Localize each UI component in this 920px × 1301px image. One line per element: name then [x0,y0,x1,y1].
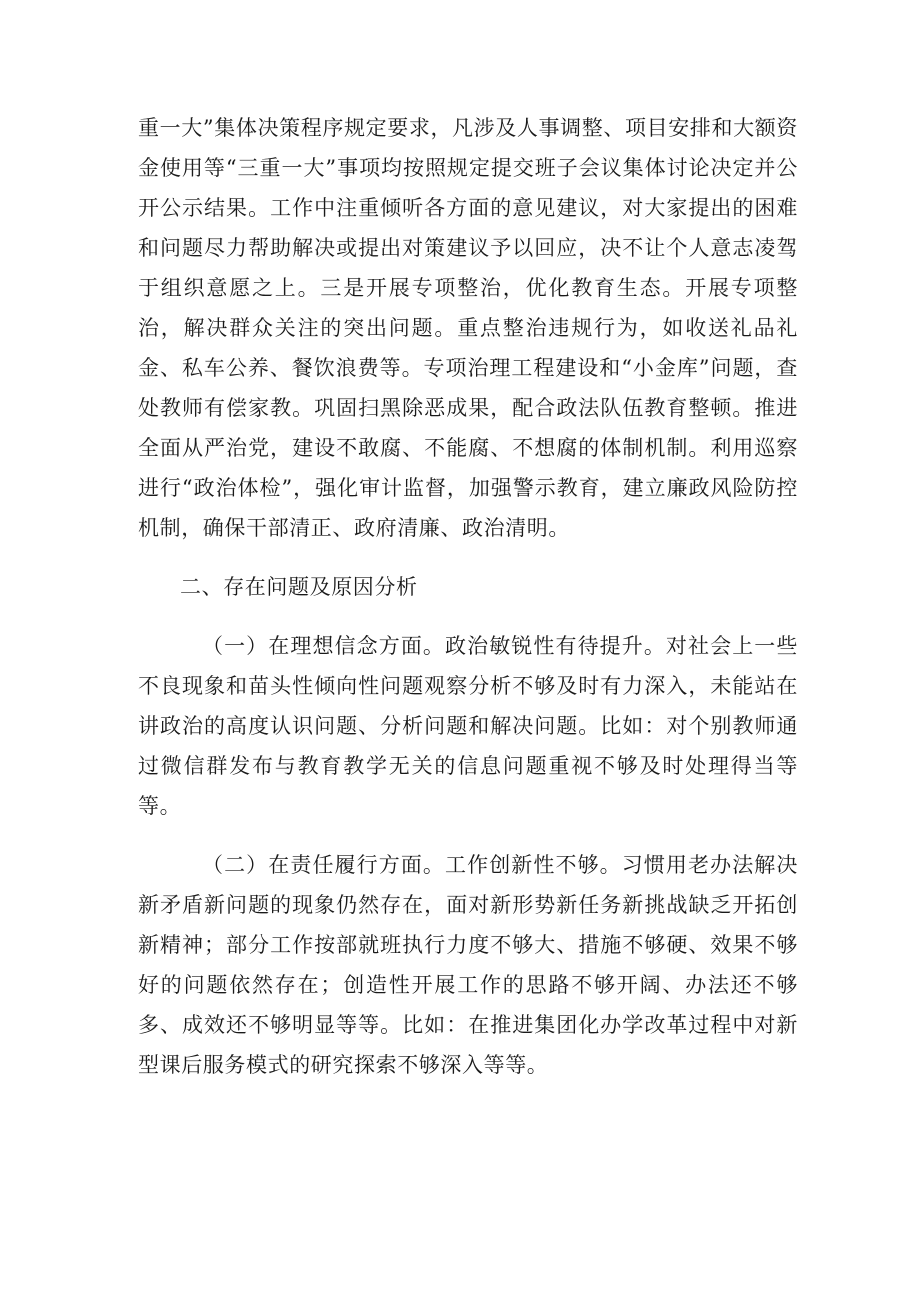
paragraph-continuation: 重一大”集体决策程序规定要求，凡涉及人事调整、项目安排和大额资金使用等“三重一大”事项均按照规定提交班子会议集体讨论决定并公开公示结果。工作中注重倾听各方面的意见建议，对大家提出的困难和问题尽力帮助解决或提出对策建议予以回应，决不让个人意志凌驾于组织意愿之上。三是开展专项整治，优化教育生态。开展专项整治，解决群众关注的突出问题。重点整治违规行为，如收送礼品礼金、私车公养、餐饮浪费等。专项治理工程建设和“小金库”问题，查处教师有偿家教。巩固扫黑除恶成果，配合政法队伍教育整顿。推进全面从严治党，建设不敢腐、不能腐、不想腐的体制机制。利用巡察进行“政治体检”，强化审计监督，加强警示教育，建立廉政风险防控机制，确保干部清正、政府清廉、政治清明。 [138,116,798,540]
paragraph-responsibility: （二）在责任履行方面。工作创新性不够。习惯用老办法解决新矛盾新问题的现象仍然存在，面对新形势新任务新挑战缺乏开拓创新精神；部分工作按部就班执行力度不够大、措施不够硬、效果不够好的问题依然存在；创造性开展工作的思路不够开阔、办法还不够多、成效还不够明显等等。比如：在推进集团化办学改革过程中对新型课后服务模式的研究探索不够深入等等。 [138,853,798,1077]
section-heading: 二、存在问题及原因分析 [180,575,418,599]
document-body [138,108,798,1085]
paragraph-ideals-beliefs: （一）在理想信念方面。政治敏锐性有待提升。对社会上一些不良现象和苗头性倾向性问题观察分析不够及时有力深入，未能站在讲政治的高度认识问题、分析问题和解决问题。比如：对个别教师通过微信群发布与教育教学无关的信息问题重视不够及时处理得当等等。 [138,634,798,818]
